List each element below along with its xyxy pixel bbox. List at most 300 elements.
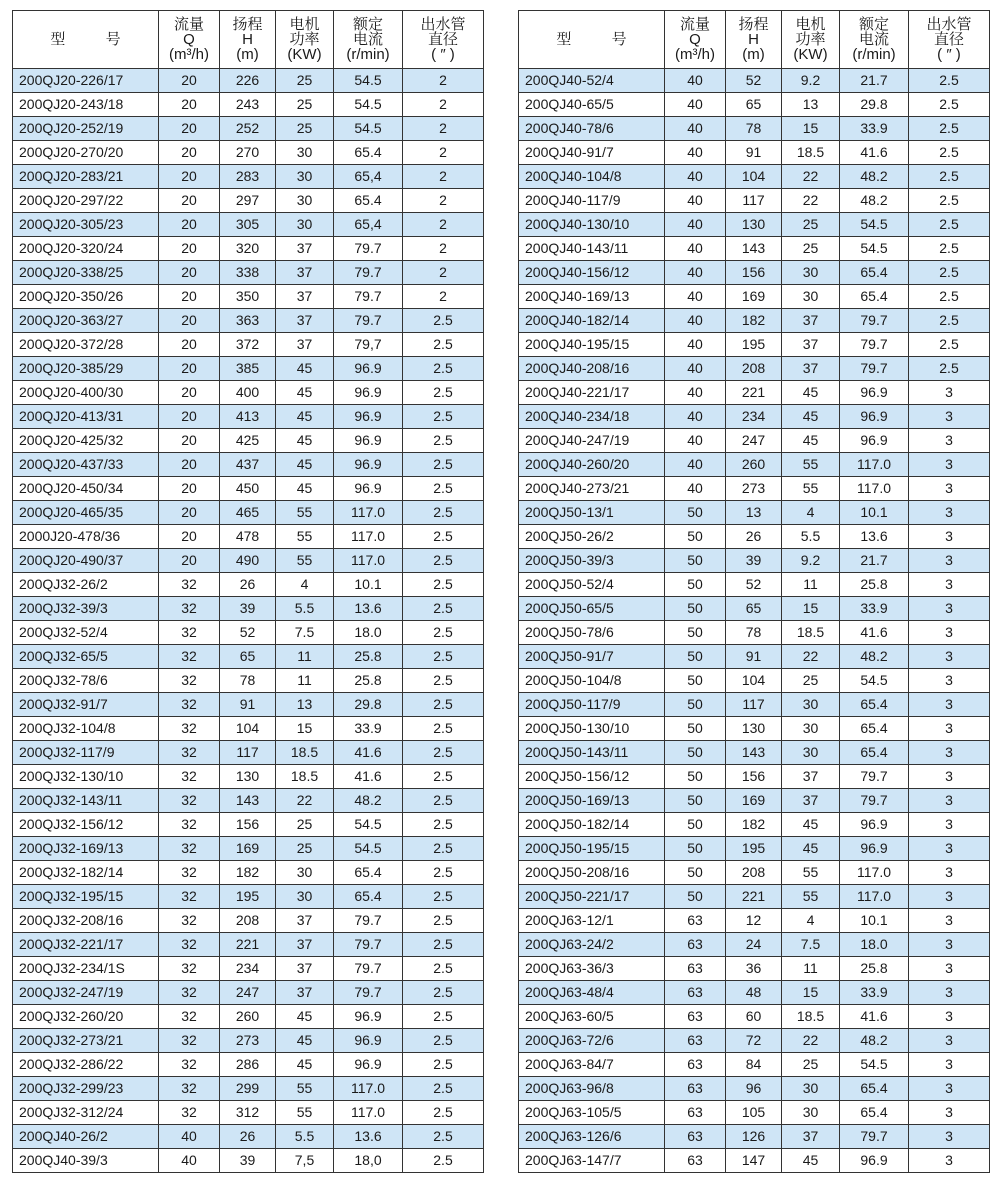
model-cell: 200QJ50-208/16 <box>519 861 665 885</box>
head-cell: 13 <box>726 501 782 525</box>
flow-cell: 32 <box>159 669 220 693</box>
table-row <box>519 189 990 213</box>
current-cell: 117.0 <box>334 501 403 525</box>
diameter-cell: 2.5 <box>909 141 990 165</box>
model-cell: 200QJ40-65/5 <box>519 93 665 117</box>
head-cell: 24 <box>726 933 782 957</box>
current-cell: 96.9 <box>840 813 909 837</box>
power-cell: 25 <box>276 813 334 837</box>
power-cell: 11 <box>782 957 840 981</box>
diameter-cell: 2 <box>403 165 484 189</box>
head-cell: 182 <box>220 861 276 885</box>
head-cell: 117 <box>726 693 782 717</box>
model-cell: 200QJ32-234/1S <box>13 957 159 981</box>
head-cell: 91 <box>726 645 782 669</box>
flow-cell: 32 <box>159 813 220 837</box>
diameter-cell: 2.5 <box>909 93 990 117</box>
table-row <box>13 1101 484 1125</box>
power-cell: 37 <box>782 333 840 357</box>
head-cell: 273 <box>726 477 782 501</box>
flow-cell: 20 <box>159 333 220 357</box>
flow-cell: 20 <box>159 69 220 93</box>
diameter-cell: 2.5 <box>403 765 484 789</box>
power-cell: 37 <box>276 285 334 309</box>
table-row <box>13 933 484 957</box>
flow-cell: 50 <box>665 813 726 837</box>
power-cell: 37 <box>276 933 334 957</box>
table-row <box>519 1029 990 1053</box>
power-cell: 37 <box>276 261 334 285</box>
current-cell: 96.9 <box>334 1005 403 1029</box>
diameter-cell: 2.5 <box>403 1125 484 1149</box>
table-row <box>519 1125 990 1149</box>
model-cell: 200QJ63-84/7 <box>519 1053 665 1077</box>
current-cell: 18.0 <box>840 933 909 957</box>
table-row <box>519 141 990 165</box>
head-cell: 320 <box>220 237 276 261</box>
current-cell: 79.7 <box>840 357 909 381</box>
current-cell: 117.0 <box>840 885 909 909</box>
flow-cell: 63 <box>665 1101 726 1125</box>
diameter-cell: 3 <box>909 741 990 765</box>
head-cell: 65 <box>726 93 782 117</box>
current-cell: 117.0 <box>334 525 403 549</box>
model-cell: 200QJ50-182/14 <box>519 813 665 837</box>
model-cell: 200QJ20-490/37 <box>13 549 159 573</box>
current-cell: 29.8 <box>840 93 909 117</box>
diameter-cell: 2.5 <box>403 837 484 861</box>
diameter-cell: 2.5 <box>403 933 484 957</box>
diameter-cell: 2 <box>403 213 484 237</box>
table-row <box>519 789 990 813</box>
model-cell: 200QJ40-91/7 <box>519 141 665 165</box>
diameter-cell: 2.5 <box>403 1053 484 1077</box>
current-cell: 65.4 <box>334 189 403 213</box>
head-cell: 130 <box>726 213 782 237</box>
current-cell: 10.1 <box>334 573 403 597</box>
head-cell: 130 <box>220 765 276 789</box>
table-row <box>519 861 990 885</box>
power-cell: 37 <box>782 357 840 381</box>
flow-cell: 20 <box>159 501 220 525</box>
head-cell: 39 <box>220 597 276 621</box>
diameter-cell: 2 <box>403 93 484 117</box>
flow-cell: 40 <box>665 333 726 357</box>
head-cell: 252 <box>220 117 276 141</box>
model-cell: 200QJ63-96/8 <box>519 1077 665 1101</box>
table-row <box>13 381 484 405</box>
power-cell: 5.5 <box>276 1125 334 1149</box>
flow-cell: 50 <box>665 549 726 573</box>
model-cell: 200QJ40-169/13 <box>519 285 665 309</box>
power-cell: 37 <box>276 957 334 981</box>
diameter-cell: 3 <box>909 405 990 429</box>
model-cell: 200QJ20-320/24 <box>13 237 159 261</box>
table-row <box>13 237 484 261</box>
table-row <box>13 477 484 501</box>
diameter-cell: 2.5 <box>403 381 484 405</box>
diameter-cell: 2.5 <box>403 1101 484 1125</box>
head-cell: 195 <box>726 837 782 861</box>
flow-cell: 40 <box>159 1149 220 1173</box>
diameter-cell: 2.5 <box>403 477 484 501</box>
diameter-cell: 3 <box>909 813 990 837</box>
diameter-cell: 2.5 <box>403 357 484 381</box>
diameter-cell: 2.5 <box>909 165 990 189</box>
diameter-cell: 2.5 <box>403 429 484 453</box>
power-cell: 25 <box>782 1053 840 1077</box>
head-cell: 72 <box>726 1029 782 1053</box>
current-cell: 21.7 <box>840 549 909 573</box>
head-cell: 234 <box>726 405 782 429</box>
current-cell: 79.7 <box>334 237 403 261</box>
current-cell: 96.9 <box>334 381 403 405</box>
model-cell: 200QJ32-182/14 <box>13 861 159 885</box>
current-cell: 54.5 <box>334 93 403 117</box>
model-cell: 200QJ20-350/26 <box>13 285 159 309</box>
table-row <box>13 1149 484 1173</box>
current-cell: 41.6 <box>334 765 403 789</box>
flow-cell: 20 <box>159 405 220 429</box>
table-row <box>519 933 990 957</box>
head-cell: 104 <box>220 717 276 741</box>
flow-cell: 40 <box>665 405 726 429</box>
diameter-cell: 2.5 <box>909 285 990 309</box>
flow-cell: 50 <box>665 573 726 597</box>
model-cell: 200QJ63-48/4 <box>519 981 665 1005</box>
flow-cell: 32 <box>159 741 220 765</box>
head-cell: 52 <box>220 621 276 645</box>
flow-cell: 40 <box>665 141 726 165</box>
flow-cell: 32 <box>159 861 220 885</box>
power-cell: 45 <box>276 1029 334 1053</box>
table-row <box>13 717 484 741</box>
diameter-cell: 3 <box>909 573 990 597</box>
head-cell: 195 <box>726 333 782 357</box>
diameter-cell: 2.5 <box>403 813 484 837</box>
diameter-cell: 3 <box>909 909 990 933</box>
power-cell: 45 <box>782 381 840 405</box>
model-cell: 200QJ20-338/25 <box>13 261 159 285</box>
power-cell: 45 <box>276 405 334 429</box>
model-cell: 200QJ40-117/9 <box>519 189 665 213</box>
head-cell: 60 <box>726 1005 782 1029</box>
head-cell: 105 <box>726 1101 782 1125</box>
table-row <box>13 549 484 573</box>
head-cell: 208 <box>726 861 782 885</box>
model-cell: 200QJ32-221/17 <box>13 933 159 957</box>
power-cell: 55 <box>276 549 334 573</box>
table-row <box>519 261 990 285</box>
table-row <box>13 525 484 549</box>
power-cell: 25 <box>276 69 334 93</box>
current-cell: 33.9 <box>334 717 403 741</box>
table-row <box>13 645 484 669</box>
flow-cell: 63 <box>665 909 726 933</box>
power-cell: 7.5 <box>276 621 334 645</box>
diameter-cell: 2.5 <box>403 597 484 621</box>
power-cell: 30 <box>782 1077 840 1101</box>
table-row <box>13 357 484 381</box>
model-cell: 200QJ20-305/23 <box>13 213 159 237</box>
current-cell: 33.9 <box>840 117 909 141</box>
table-row <box>13 189 484 213</box>
power-cell: 18.5 <box>276 765 334 789</box>
power-cell: 55 <box>782 477 840 501</box>
power-cell: 45 <box>276 429 334 453</box>
power-cell: 37 <box>782 765 840 789</box>
power-cell: 30 <box>276 213 334 237</box>
power-cell: 15 <box>782 981 840 1005</box>
table-row <box>13 141 484 165</box>
power-cell: 45 <box>782 1149 840 1173</box>
head-cell: 84 <box>726 1053 782 1077</box>
table-row <box>13 813 484 837</box>
current-cell: 25.8 <box>334 645 403 669</box>
model-cell: 200QJ40-143/11 <box>519 237 665 261</box>
head-cell: 117 <box>220 741 276 765</box>
current-cell: 13.6 <box>334 1125 403 1149</box>
table-row <box>13 69 484 93</box>
power-cell: 45 <box>276 381 334 405</box>
power-cell: 13 <box>276 693 334 717</box>
flow-cell: 20 <box>159 549 220 573</box>
current-cell: 96.9 <box>334 405 403 429</box>
flow-cell: 20 <box>159 189 220 213</box>
power-cell: 30 <box>782 1101 840 1125</box>
current-cell: 79,7 <box>334 333 403 357</box>
head-cell: 36 <box>726 957 782 981</box>
power-cell: 25 <box>782 669 840 693</box>
current-cell: 25.8 <box>840 573 909 597</box>
flow-cell: 63 <box>665 981 726 1005</box>
power-cell: 5.5 <box>276 597 334 621</box>
flow-cell: 20 <box>159 117 220 141</box>
head-cell: 65 <box>220 645 276 669</box>
flow-cell: 40 <box>665 69 726 93</box>
flow-cell: 63 <box>665 1125 726 1149</box>
head-cell: 52 <box>726 69 782 93</box>
table-row <box>519 453 990 477</box>
current-cell: 79.7 <box>334 957 403 981</box>
model-cell: 200QJ20-297/22 <box>13 189 159 213</box>
model-cell: 200QJ20-465/35 <box>13 501 159 525</box>
header-model: 型 号 <box>519 11 665 69</box>
diameter-cell: 2 <box>403 189 484 213</box>
model-cell: 200QJ32-286/22 <box>13 1053 159 1077</box>
head-cell: 338 <box>220 261 276 285</box>
model-cell: 200QJ20-400/30 <box>13 381 159 405</box>
head-cell: 104 <box>726 165 782 189</box>
model-cell: 200QJ50-91/7 <box>519 645 665 669</box>
diameter-cell: 3 <box>909 1053 990 1077</box>
power-cell: 13 <box>782 93 840 117</box>
table-row <box>519 117 990 141</box>
power-cell: 22 <box>782 645 840 669</box>
current-cell: 10.1 <box>840 909 909 933</box>
head-cell: 425 <box>220 429 276 453</box>
head-cell: 450 <box>220 477 276 501</box>
head-cell: 260 <box>726 453 782 477</box>
table-row <box>13 429 484 453</box>
model-cell: 200QJ32-156/12 <box>13 813 159 837</box>
power-cell: 37 <box>782 1125 840 1149</box>
current-cell: 96.9 <box>334 1029 403 1053</box>
flow-cell: 40 <box>665 429 726 453</box>
current-cell: 96.9 <box>840 405 909 429</box>
flow-cell: 40 <box>665 453 726 477</box>
current-cell: 117.0 <box>334 1101 403 1125</box>
power-cell: 30 <box>782 717 840 741</box>
diameter-cell: 2.5 <box>909 117 990 141</box>
current-cell: 65.4 <box>334 885 403 909</box>
header-current: 额定 电流 (r/min) <box>334 11 403 69</box>
table-row <box>13 957 484 981</box>
current-cell: 13.6 <box>334 597 403 621</box>
power-cell: 25 <box>276 93 334 117</box>
flow-cell: 40 <box>665 117 726 141</box>
current-cell: 25.8 <box>334 669 403 693</box>
model-cell: 200QJ50-13/1 <box>519 501 665 525</box>
diameter-cell: 3 <box>909 837 990 861</box>
head-cell: 286 <box>220 1053 276 1077</box>
table-row <box>13 885 484 909</box>
current-cell: 41.6 <box>840 1005 909 1029</box>
current-cell: 65,4 <box>334 165 403 189</box>
current-cell: 48.2 <box>840 165 909 189</box>
table-row <box>519 525 990 549</box>
model-cell: 2000J20-478/36 <box>13 525 159 549</box>
head-cell: 247 <box>220 981 276 1005</box>
diameter-cell: 2.5 <box>909 309 990 333</box>
head-cell: 91 <box>726 141 782 165</box>
head-cell: 143 <box>220 789 276 813</box>
header-head: 扬程 H (m) <box>726 11 782 69</box>
model-cell: 200QJ40-234/18 <box>519 405 665 429</box>
diameter-cell: 3 <box>909 645 990 669</box>
power-cell: 55 <box>782 453 840 477</box>
head-cell: 169 <box>726 789 782 813</box>
table-row <box>13 213 484 237</box>
current-cell: 10.1 <box>840 501 909 525</box>
flow-cell: 63 <box>665 1029 726 1053</box>
model-cell: 200QJ32-208/16 <box>13 909 159 933</box>
model-cell: 200QJ32-312/24 <box>13 1101 159 1125</box>
current-cell: 54.5 <box>334 69 403 93</box>
flow-cell: 32 <box>159 885 220 909</box>
current-cell: 65.4 <box>840 693 909 717</box>
power-cell: 7.5 <box>782 933 840 957</box>
power-cell: 45 <box>782 837 840 861</box>
head-cell: 273 <box>220 1029 276 1053</box>
flow-cell: 50 <box>665 885 726 909</box>
current-cell: 65.4 <box>840 285 909 309</box>
table-row <box>519 957 990 981</box>
table-header-row <box>519 11 990 69</box>
diameter-cell: 3 <box>909 1101 990 1125</box>
flow-cell: 32 <box>159 981 220 1005</box>
head-cell: 117 <box>726 189 782 213</box>
head-cell: 221 <box>726 381 782 405</box>
model-cell: 200QJ40-78/6 <box>519 117 665 141</box>
model-cell: 200QJ50-39/3 <box>519 549 665 573</box>
diameter-cell: 3 <box>909 957 990 981</box>
table-row <box>13 1029 484 1053</box>
table-row <box>519 381 990 405</box>
table-row <box>519 333 990 357</box>
table-row <box>519 357 990 381</box>
model-cell: 200QJ40-156/12 <box>519 261 665 285</box>
diameter-cell: 3 <box>909 429 990 453</box>
model-cell: 200QJ32-52/4 <box>13 621 159 645</box>
header-outlet-diameter: 出水管 直径 ( ″ ) <box>909 11 990 69</box>
table-row <box>519 69 990 93</box>
flow-cell: 32 <box>159 789 220 813</box>
diameter-cell: 2.5 <box>403 1029 484 1053</box>
flow-cell: 32 <box>159 1029 220 1053</box>
header-outlet-diameter: 出水管 直径 ( ″ ) <box>403 11 484 69</box>
table-row <box>519 1101 990 1125</box>
table-row <box>13 165 484 189</box>
head-cell: 126 <box>726 1125 782 1149</box>
current-cell: 79.7 <box>840 765 909 789</box>
table-row <box>519 669 990 693</box>
current-cell: 96.9 <box>334 429 403 453</box>
current-cell: 79.7 <box>334 285 403 309</box>
model-cell: 200QJ40-39/3 <box>13 1149 159 1173</box>
model-cell: 200QJ50-52/4 <box>519 573 665 597</box>
head-cell: 372 <box>220 333 276 357</box>
model-cell: 200QJ20-425/32 <box>13 429 159 453</box>
table-row <box>519 765 990 789</box>
head-cell: 143 <box>726 741 782 765</box>
table-row <box>13 501 484 525</box>
flow-cell: 32 <box>159 693 220 717</box>
model-cell: 200QJ32-195/15 <box>13 885 159 909</box>
diameter-cell: 3 <box>909 525 990 549</box>
power-cell: 22 <box>782 1029 840 1053</box>
table-row <box>519 93 990 117</box>
diameter-cell: 3 <box>909 1005 990 1029</box>
head-cell: 143 <box>726 237 782 261</box>
flow-cell: 63 <box>665 957 726 981</box>
diameter-cell: 3 <box>909 885 990 909</box>
model-cell: 200QJ32-117/9 <box>13 741 159 765</box>
flow-cell: 32 <box>159 1005 220 1029</box>
flow-cell: 32 <box>159 1053 220 1077</box>
head-cell: 39 <box>726 549 782 573</box>
model-cell: 200QJ20-363/27 <box>13 309 159 333</box>
power-cell: 25 <box>782 237 840 261</box>
head-cell: 91 <box>220 693 276 717</box>
current-cell: 79.7 <box>840 309 909 333</box>
current-cell: 48.2 <box>334 789 403 813</box>
power-cell: 9.2 <box>782 69 840 93</box>
model-cell: 200QJ40-260/20 <box>519 453 665 477</box>
flow-cell: 63 <box>665 1149 726 1173</box>
diameter-cell: 2.5 <box>909 333 990 357</box>
current-cell: 79.7 <box>840 789 909 813</box>
table-row <box>13 981 484 1005</box>
flow-cell: 63 <box>665 1053 726 1077</box>
table-row <box>519 1149 990 1173</box>
flow-cell: 20 <box>159 381 220 405</box>
power-cell: 25 <box>782 213 840 237</box>
diameter-cell: 3 <box>909 933 990 957</box>
table-row <box>519 573 990 597</box>
current-cell: 65,4 <box>334 213 403 237</box>
flow-cell: 40 <box>665 381 726 405</box>
